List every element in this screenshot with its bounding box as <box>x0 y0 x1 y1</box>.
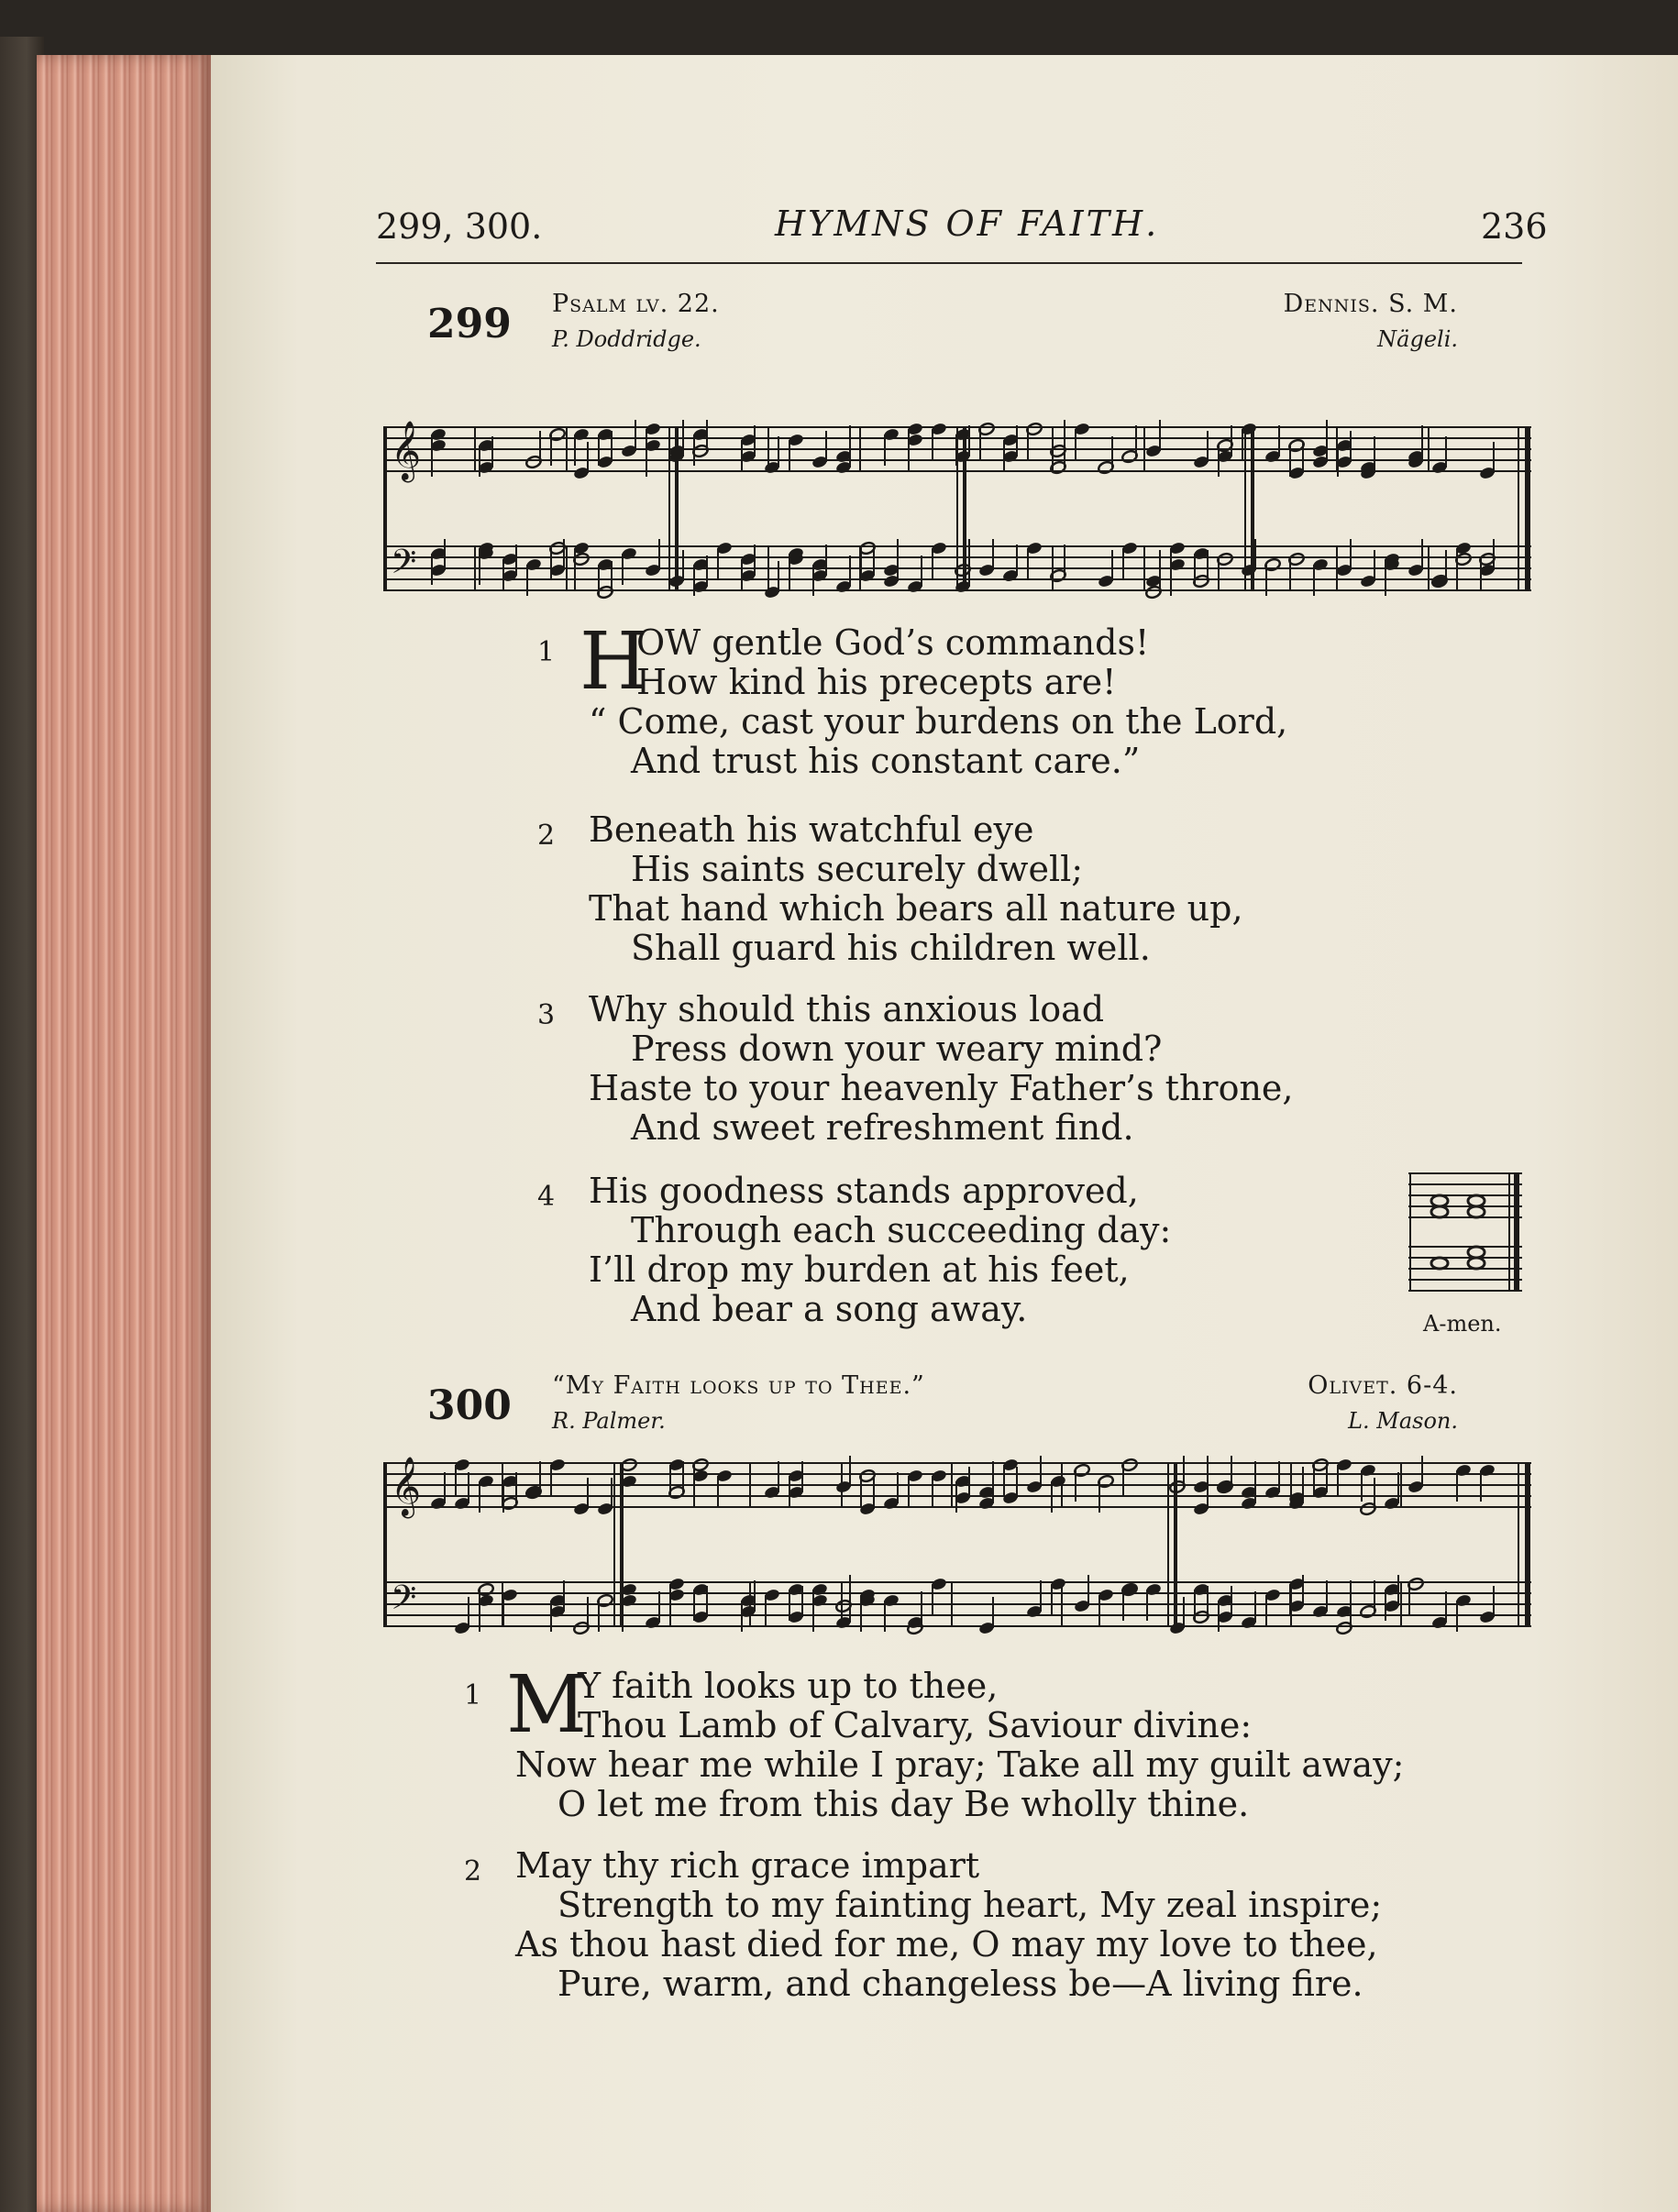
music-score <box>383 1403 1531 1655</box>
verse-line: Shall guard his children well. <box>631 928 1151 968</box>
page-number: 236 <box>1481 206 1548 247</box>
hymn-tune: Olivet. 6-4. <box>1308 1371 1458 1400</box>
verse-line: Thou Lamb of Calvary, Saviour divine: <box>578 1705 1253 1745</box>
verse-number: 3 <box>537 999 556 1031</box>
verse-line: Why should this anxious load <box>589 989 1105 1029</box>
hymn-author: R. Palmer. <box>552 1408 666 1434</box>
verse-line: Pure, warm, and changeless be—A living fire. <box>557 1964 1363 2004</box>
verse-line: As thou hast died for me, O may my love to thee, <box>515 1924 1378 1964</box>
verse-number: 2 <box>537 820 556 852</box>
drop-cap: H <box>580 616 648 708</box>
treble-clef-icon: 𝄞 <box>391 1457 422 1516</box>
header-hymn-range: 299, 300. <box>376 206 543 247</box>
verse-line: I’ll drop my burden at his feet, <box>589 1249 1130 1290</box>
hymn-tune: Dennis. S. M. <box>1283 290 1458 318</box>
hymn-author: P. Doddridge. <box>552 326 701 352</box>
bass-clef-icon: 𝄢 <box>391 1579 417 1625</box>
verse-line: Beneath his watchful eye <box>589 809 1034 850</box>
page-edges <box>37 55 211 2212</box>
bass-clef-icon: 𝄢 <box>391 543 417 589</box>
verse-line: How kind his precepts are! <box>636 662 1117 702</box>
amen-label: A-men. <box>1423 1311 1502 1337</box>
amen-score <box>1408 1146 1522 1307</box>
hymn-number: 300 <box>427 1382 512 1429</box>
treble-clef-icon: 𝄞 <box>391 421 422 480</box>
verse-line: Strength to my fainting heart, My zeal inspire; <box>557 1885 1383 1925</box>
verse-line: And sweet refreshment find. <box>631 1107 1134 1148</box>
book-page <box>211 55 1678 2212</box>
verse-line: May thy rich grace impart <box>515 1845 980 1886</box>
verse-line: OW gentle God’s commands! <box>636 622 1150 663</box>
verse-number: 4 <box>537 1181 556 1213</box>
verse-line: That hand which bears all nature up, <box>589 888 1243 929</box>
verse-number: 2 <box>464 1855 482 1887</box>
header-title: HYMNS OF FAITH. <box>775 204 1160 244</box>
verse-line: And bear a song away. <box>631 1289 1028 1329</box>
hymn-composer: L. Mason. <box>1348 1408 1458 1434</box>
hymn-source: Psalm lv. 22. <box>552 290 720 318</box>
header-rule <box>376 262 1522 264</box>
verse-line: Now hear me while I pray; Take all my guilt away; <box>515 1744 1405 1785</box>
drop-cap: M <box>506 1659 588 1751</box>
verse-line: His saints securely dwell; <box>631 849 1084 889</box>
hymn-number: 299 <box>427 301 512 347</box>
hymn-composer: Nägeli. <box>1377 326 1458 352</box>
verse-line: His goodness stands approved, <box>589 1171 1139 1211</box>
verse-line: “ Come, cast your burdens on the Lord, <box>589 701 1288 742</box>
music-score <box>383 367 1531 619</box>
verse-line: O let me from this day Be wholly thine. <box>557 1784 1250 1824</box>
hymn-source: “My Faith looks up to Thee.” <box>552 1371 925 1400</box>
verse-number: 1 <box>537 636 556 668</box>
verse-line: And trust his constant care.” <box>631 741 1141 781</box>
verse-line: Haste to your heavenly Father’s throne, <box>589 1068 1294 1108</box>
verse-line: Through each succeeding day: <box>631 1210 1172 1250</box>
verse-number: 1 <box>464 1679 482 1711</box>
verse-line: Y faith looks up to thee, <box>578 1666 999 1706</box>
verse-line: Press down your weary mind? <box>631 1029 1163 1069</box>
